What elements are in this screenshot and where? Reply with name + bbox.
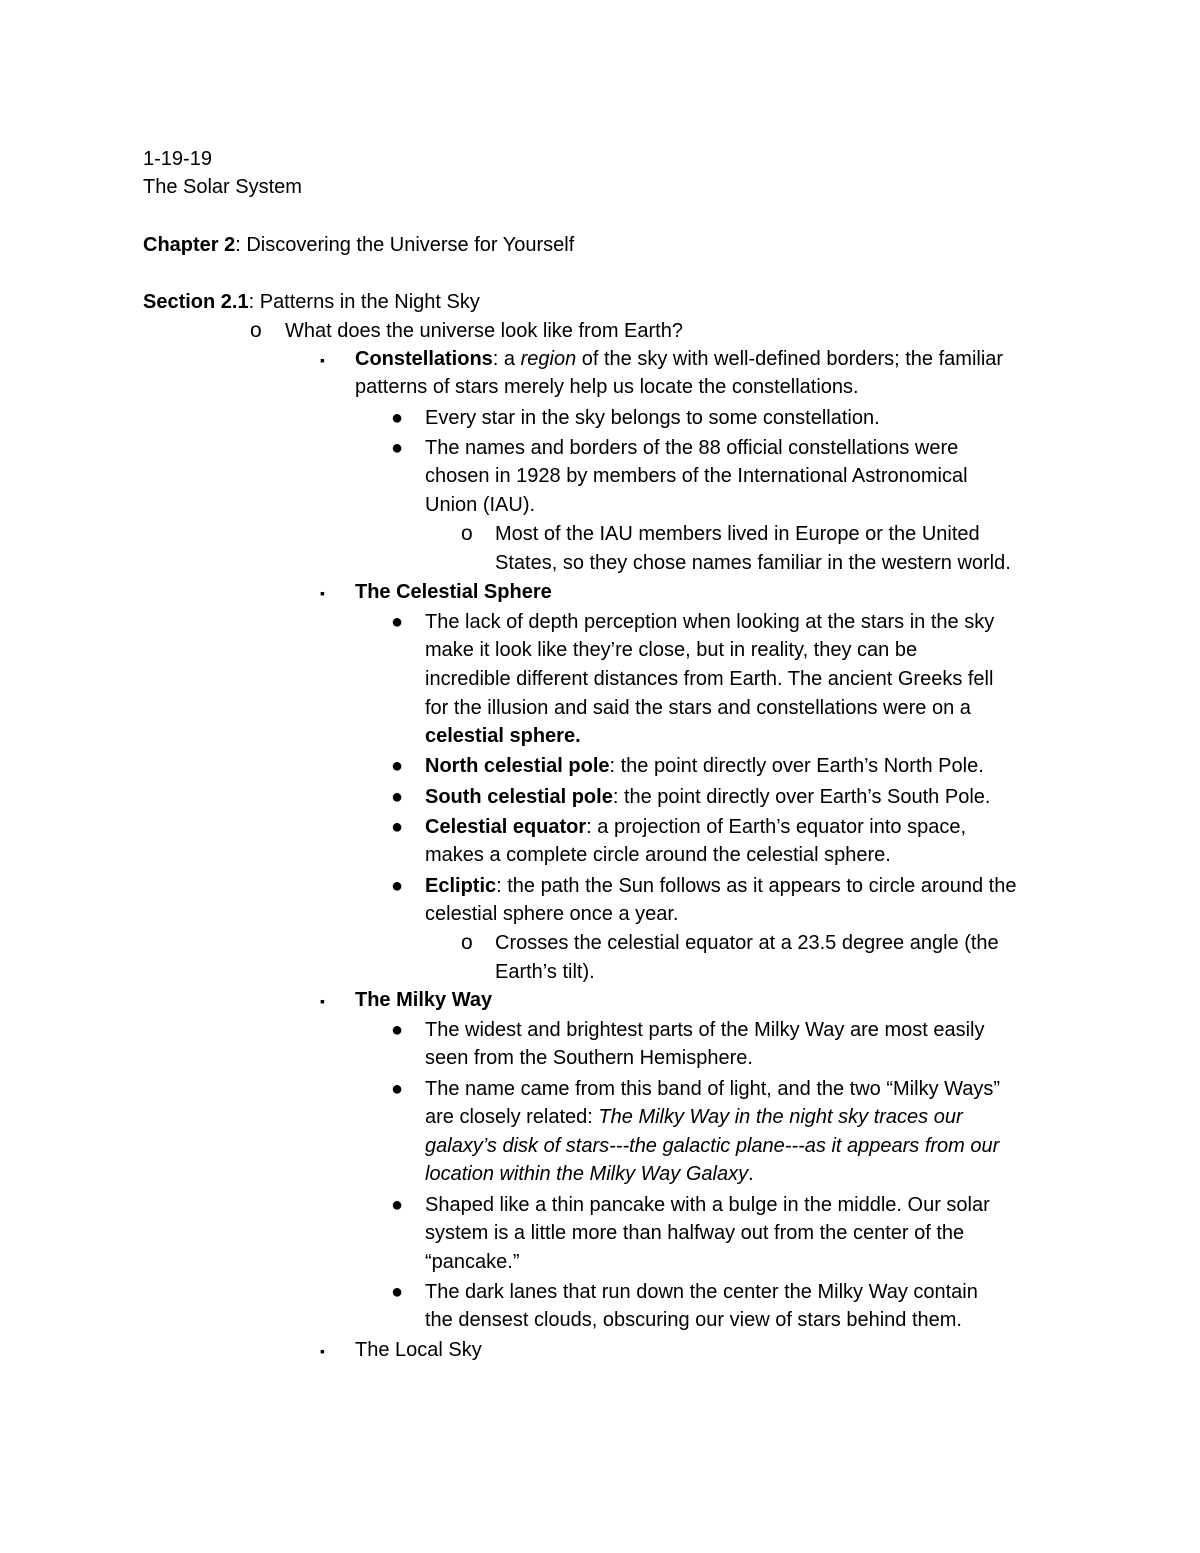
milky-way-bullet-1-cont: seen from the Southern Hemisphere. xyxy=(425,1047,753,1069)
constellations-bullet-2: The names and borders of the 88 official constellations were xyxy=(425,437,959,459)
milky-way-bullet-1: The widest and brightest parts of the Milky Way are most easily xyxy=(425,1019,985,1041)
celestial-sphere-bullet-1-cont: incredible different distances from Earth. The ancient Greeks fell xyxy=(425,668,994,690)
dot-bullet-icon: ● xyxy=(391,786,404,808)
constellations-definition: Constellations: a region of the sky with well-defined borders; the familiar xyxy=(355,348,1004,370)
circle-bullet-icon: o xyxy=(250,319,262,342)
constellations-definition-cont: patterns of stars merely help us locate the constellations. xyxy=(355,376,859,398)
milky-way-bullet-3-cont: system is a little more than halfway out from the center of the xyxy=(425,1222,965,1244)
milky-way-bullet-3-cont: “pancake.” xyxy=(425,1251,520,1273)
milky-way-bullet-2-cont: location within the Milky Way Galaxy. xyxy=(425,1163,754,1185)
ecliptic-sub-point: Crosses the celestial equator at a 23.5 degree angle (the xyxy=(495,932,999,954)
celestial-sphere-bullet-1: The lack of depth perception when looking at the stars in the sky xyxy=(425,611,995,633)
north-celestial-pole: North celestial pole: the point directly over Earth’s North Pole. xyxy=(425,755,984,777)
constellations-sub-point: Most of the IAU members lived in Europe or the United xyxy=(495,523,980,545)
dot-bullet-icon: ● xyxy=(391,1019,404,1041)
dot-bullet-icon: ● xyxy=(391,611,404,633)
dot-bullet-icon: ● xyxy=(391,1078,404,1100)
milky-way-bullet-2-cont: are closely related: The Milky Way in the night sky traces our xyxy=(425,1106,963,1128)
celestial-sphere-bullet-1-cont: celestial sphere. xyxy=(425,725,581,747)
constellations-bullet-2-cont: Union (IAU). xyxy=(425,494,536,516)
constellations-sub-point-cont: States, so they chose names familiar in the western world. xyxy=(495,552,1011,574)
dot-bullet-icon: ● xyxy=(391,437,404,459)
dot-bullet-icon: ● xyxy=(391,755,404,777)
course-title: The Solar System xyxy=(143,176,302,198)
local-sky-heading: The Local Sky xyxy=(355,1339,482,1361)
date-line: 1-19-19 xyxy=(143,148,212,170)
celestial-sphere-heading: The Celestial Sphere xyxy=(355,581,552,603)
dot-bullet-icon: ● xyxy=(391,816,404,838)
ecliptic-sub-point-cont: Earth’s tilt). xyxy=(495,961,595,983)
celestial-equator-cont: makes a complete circle around the celestial sphere. xyxy=(425,844,891,866)
ecliptic: Ecliptic: the path the Sun follows as it appears to circle around the xyxy=(425,875,1017,897)
circle-bullet-icon: o xyxy=(461,522,473,545)
milky-way-bullet-2-cont: galaxy’s disk of stars---the galactic plane---as it appears from our xyxy=(425,1135,1000,1157)
milky-way-bullet-4: The dark lanes that run down the center the Milky Way contain xyxy=(425,1281,978,1303)
celestial-sphere-bullet-1-cont: for the illusion and said the stars and constellations were on a xyxy=(425,697,971,719)
square-bullet-icon: ▪ xyxy=(320,1343,325,1359)
section-heading: Section 2.1: Patterns in the Night Sky xyxy=(143,291,480,313)
square-bullet-icon: ▪ xyxy=(320,585,325,601)
ecliptic-cont: celestial sphere once a year. xyxy=(425,903,679,925)
dot-bullet-icon: ● xyxy=(391,1281,404,1303)
constellations-bullet-2-cont: chosen in 1928 by members of the International Astronomical xyxy=(425,465,968,487)
square-bullet-icon: ▪ xyxy=(320,352,325,368)
square-bullet-icon: ▪ xyxy=(320,993,325,1009)
dot-bullet-icon: ● xyxy=(391,407,404,429)
dot-bullet-icon: ● xyxy=(391,1194,404,1216)
dot-bullet-icon: ● xyxy=(391,875,404,897)
milky-way-heading: The Milky Way xyxy=(355,989,493,1011)
milky-way-bullet-3: Shaped like a thin pancake with a bulge in the middle. Our solar xyxy=(425,1194,990,1216)
chapter-heading: Chapter 2: Discovering the Universe for Yourself xyxy=(143,234,575,256)
circle-bullet-icon: o xyxy=(461,931,473,954)
south-celestial-pole: South celestial pole: the point directly over Earth’s South Pole. xyxy=(425,786,991,808)
celestial-equator: Celestial equator: a projection of Earth’s equator into space, xyxy=(425,816,967,838)
celestial-sphere-bullet-1-cont: make it look like they’re close, but in reality, they can be xyxy=(425,639,918,661)
milky-way-bullet-4-cont: the densest clouds, obscuring our view of stars behind them. xyxy=(425,1309,962,1331)
outline-question: What does the universe look like from Earth? xyxy=(285,320,683,342)
milky-way-bullet-2: The name came from this band of light, and the two “Milky Ways” xyxy=(425,1078,1001,1100)
constellations-bullet-1: Every star in the sky belongs to some constellation. xyxy=(425,407,880,429)
